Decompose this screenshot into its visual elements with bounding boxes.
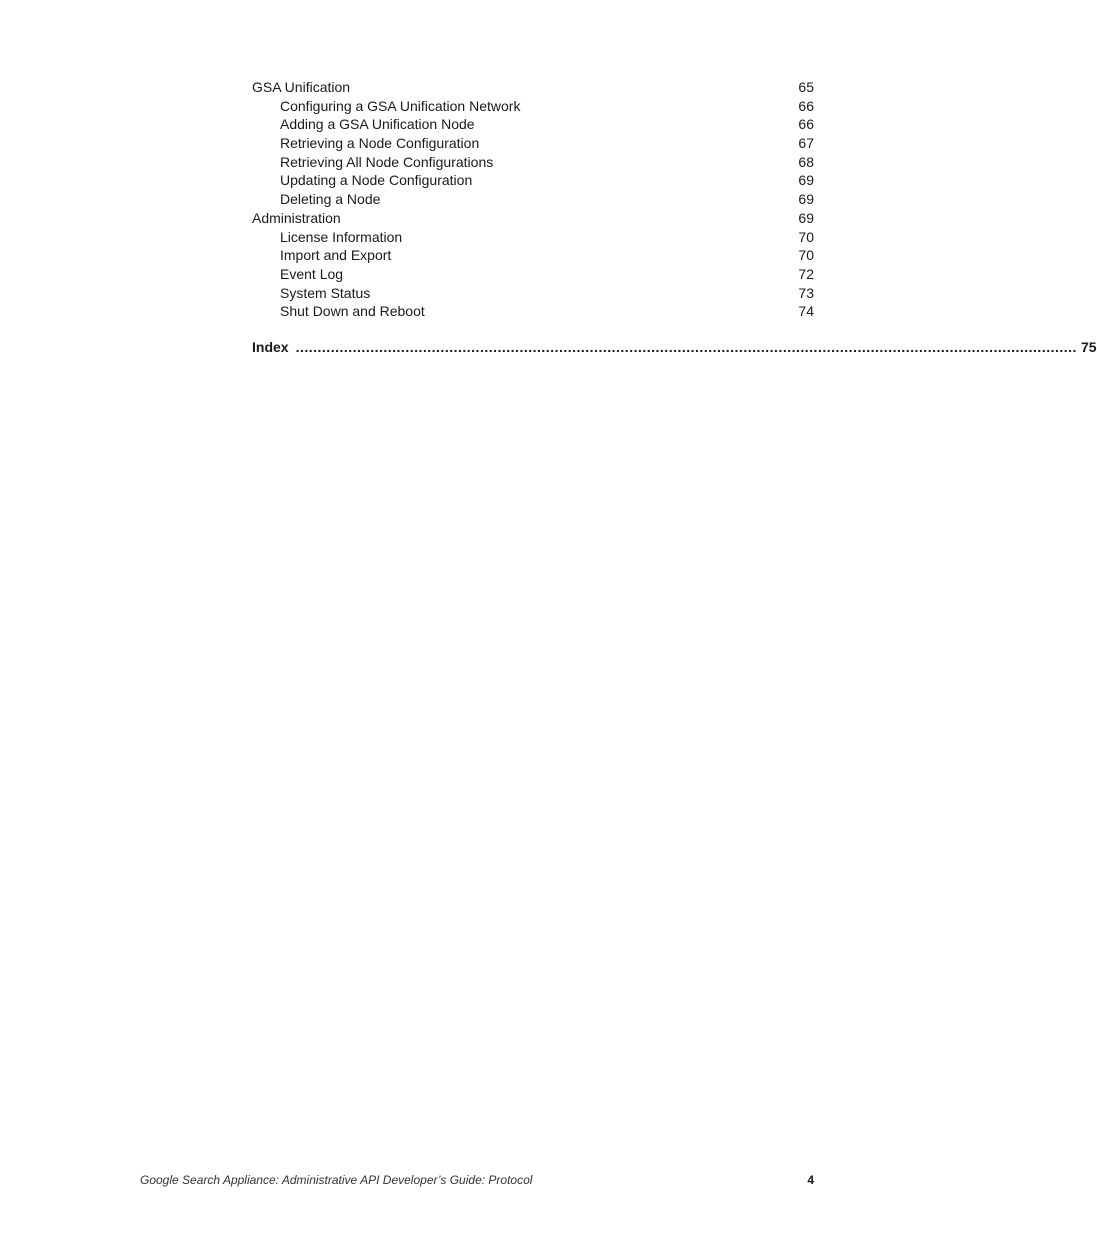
- toc-entry-title: Retrieving a Node Configuration: [280, 135, 480, 152]
- toc-entry-import-export[interactable]: [252, 246, 814, 265]
- toc-entry-adding-node[interactable]: [252, 115, 814, 134]
- toc-entry-page: 69: [798, 191, 814, 208]
- toc-entry-gsa-unification[interactable]: [252, 78, 814, 97]
- toc-entry-page: 66: [798, 97, 814, 114]
- toc-entry-page: 68: [798, 153, 814, 170]
- toc-entry-system-status[interactable]: [252, 284, 814, 303]
- toc-entry-title: License Information: [280, 228, 403, 245]
- toc-entry-title: Shut Down and Reboot: [280, 303, 425, 320]
- toc-entry-title: Configuring a GSA Unification Network: [280, 97, 521, 114]
- toc-entry-title: System Status: [280, 284, 371, 301]
- toc-entry-page: 66: [798, 116, 814, 133]
- toc-entry-title: Administration: [252, 209, 341, 226]
- toc-entry-title: GSA Unification: [252, 79, 351, 95]
- toc-index-title: Index: [252, 338, 289, 355]
- page-footer: [140, 1173, 814, 1187]
- toc-entry-event-log[interactable]: [252, 265, 814, 284]
- toc-entry-page: 65: [798, 79, 814, 95]
- toc-entry-page: 69: [798, 172, 814, 189]
- toc-entry-title: Updating a Node Configuration: [280, 172, 473, 189]
- toc-entry-updating-node-config[interactable]: [252, 171, 814, 190]
- toc-entry-title: Deleting a Node: [280, 191, 381, 208]
- toc-entry-title: Adding a GSA Unification Node: [280, 116, 475, 133]
- toc-entry-page: 74: [798, 303, 814, 320]
- toc-entry-page: 70: [798, 228, 814, 245]
- table-of-contents: [252, 78, 1097, 356]
- toc-index-page: 75: [1080, 338, 1097, 355]
- toc-entry-configuring-network[interactable]: [252, 97, 814, 116]
- toc-entry-retrieving-node-config[interactable]: [252, 134, 814, 153]
- toc-entry-license-information[interactable]: [252, 228, 814, 247]
- dot-leader: ..................................................................................................................................................................................: [295, 338, 1077, 355]
- toc-entry-shut-down-reboot[interactable]: [252, 302, 814, 321]
- toc-entry-deleting-node[interactable]: [252, 190, 814, 209]
- toc-entry-page: 67: [798, 135, 814, 152]
- toc-entry-title: Import and Export: [280, 247, 392, 264]
- toc-entry-page: 73: [798, 284, 814, 301]
- toc-entry-retrieving-all-node-configs[interactable]: [252, 153, 814, 172]
- toc-entry-administration[interactable]: [252, 209, 814, 228]
- toc-entry-index[interactable]: [252, 338, 1097, 356]
- toc-entry-title: Retrieving All Node Configurations: [280, 153, 494, 170]
- toc-entry-title: Event Log: [280, 265, 344, 282]
- footer-title: Google Search Appliance: Administrative API Developer’s Guide: Protocol: [140, 1173, 533, 1187]
- footer-page-number: 4: [807, 1173, 814, 1187]
- toc-entry-page: 72: [798, 265, 814, 282]
- toc-entry-page: 70: [798, 247, 814, 264]
- toc-entry-page: 69: [798, 209, 814, 226]
